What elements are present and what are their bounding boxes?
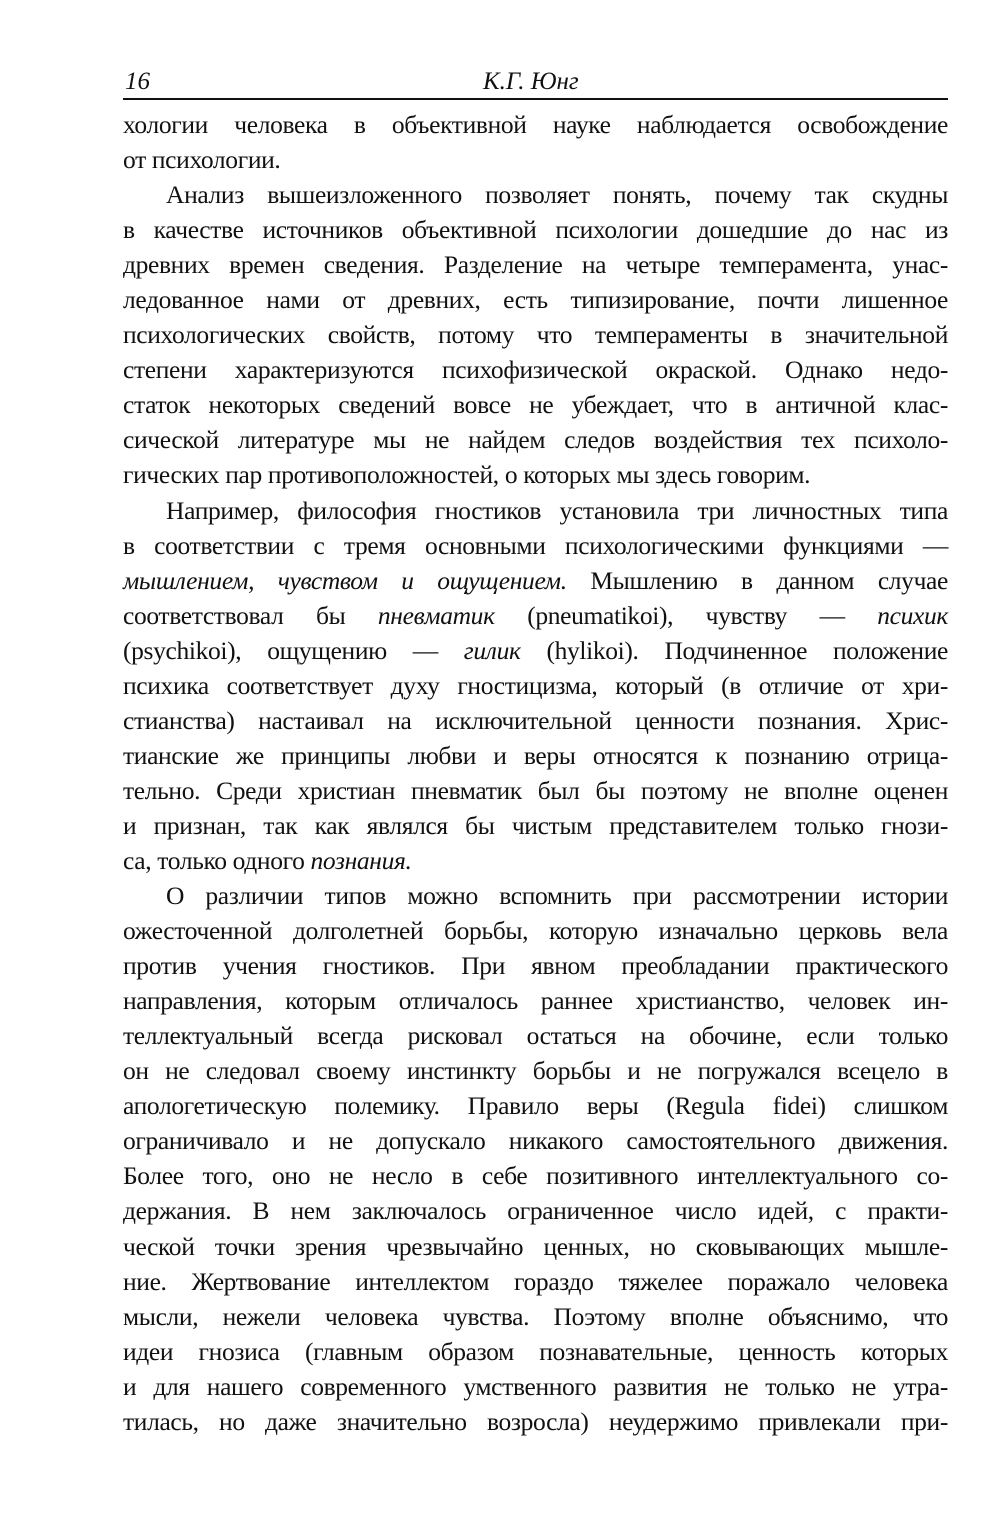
text-line: ледованное нами от древних, есть типизирование, почти лишенное [123,285,948,315]
text-line: тианские же принципы любви и веры относятся к познанию отрица- [123,740,948,770]
italic-term: мышлением, чувством и ощущением. [123,565,567,595]
text-line [123,598,948,633]
text-line: и для нашего современного умственного развития не только не утра- [123,1371,948,1401]
text-line: психика соответствует духу гностицизма, который (в отличие от хри- [123,670,948,700]
text-run: са, только одного [123,845,311,875]
text-line: статок некоторых сведений вовсе не убеждает, что в античной клас- [123,390,948,420]
text-line: идеи гнозиса (главным образом познавательные, ценность которых [123,1336,948,1366]
book-page [123,62,948,1439]
text-line: О различии типов можно вспомнить при рассмотрении истории [166,881,948,911]
running-head [123,62,948,100]
text-line: против учения гностиков. При явном преобладании практического [123,951,948,981]
text-line: мысли, нежели человека чувства. Поэтому вполне объяснимо, что [123,1301,948,1331]
text-line: сической литературе мы не найдем следов воздействия тех психоло- [123,425,948,455]
text-line: ожесточенной долголетней борьбы, которую изначально церковь вела [123,916,948,946]
italic-term: гилик [463,635,521,665]
text-line: тилась, но даже значительно возросла) неудержимо привлекали при- [123,1406,948,1436]
text-line: Более того, оно не несло в себе позитивного интеллектуального со- [123,1161,948,1191]
text-line: психологических свойств, потому что темпераменты в значительной [123,320,948,350]
text-line: стианства) настаивал на исключительной ценности познания. Хрис- [123,705,948,735]
text-line: Анализ вышеизложенного позволяет понять, почему так скудны [166,180,948,210]
text-line: хологии человека в объективной науке наблюдается освобождение [123,110,948,139]
text-line [123,563,948,598]
text-run: (pneumatikoi), чувству — [494,600,878,630]
text-line [123,633,948,668]
text-line: ние. Жертвование интеллектом гораздо тяжелее поражало человека [123,1266,948,1296]
body-text [123,107,948,1439]
text-line: тельно. Среди христиан пневматик был бы поэтому не вполне оценен [123,775,948,805]
page-number: 16 [125,68,150,95]
text-line: ческой точки зрения чрезвычайно ценных, но сковывающих мышле- [123,1231,948,1261]
text-line: степени характеризуются психофизической окраской. Однако недо- [123,355,948,385]
text-line: в качестве источников объективной психологии дошедшие до нас из [123,215,948,245]
running-title: К.Г. Юнг [483,68,579,95]
text-run: Мышлению в данном случае [566,565,948,595]
text-line: апологетическую полемику. Правило веры (Regula fidei) слишком [123,1091,948,1121]
text-run: соответствовал бы [123,600,378,630]
text-line: Например, философия гностиков установила три личностных типа [166,495,948,525]
text-line: в соответствии с тремя основными психологическими функциями — [123,530,948,560]
text-run: (psychikoi), ощущению — [123,635,464,665]
text-line [123,843,948,878]
italic-term: пневматик [377,600,495,630]
text-line: гических пар противоположностей, о которых мы здесь говорим. [123,460,811,490]
italic-term: психик [877,600,948,630]
text-line: теллектуальный всегда рисковал остаться на обочине, если только [123,1021,948,1051]
text-run: (hylikoi). Подчиненное положение [520,635,948,665]
text-line: и признан, так как являлся бы чистым представителем только гнози- [123,810,948,840]
text-line: древних времен сведения. Разделение на четыре темперамента, унас- [123,250,948,280]
text-line: от психологии. [123,145,281,175]
italic-term: познания. [310,845,412,875]
text-line: ограничивало и не допускало никакого самостоятельного движения. [123,1126,948,1156]
text-line: направления, которым отличалось раннее христианство, человек ин- [123,986,948,1016]
text-line: держания. В нем заключалось ограниченное число идей, с практи- [123,1196,948,1226]
text-line: он не следовал своему инстинкту борьбы и не погружался всецело в [123,1056,948,1086]
